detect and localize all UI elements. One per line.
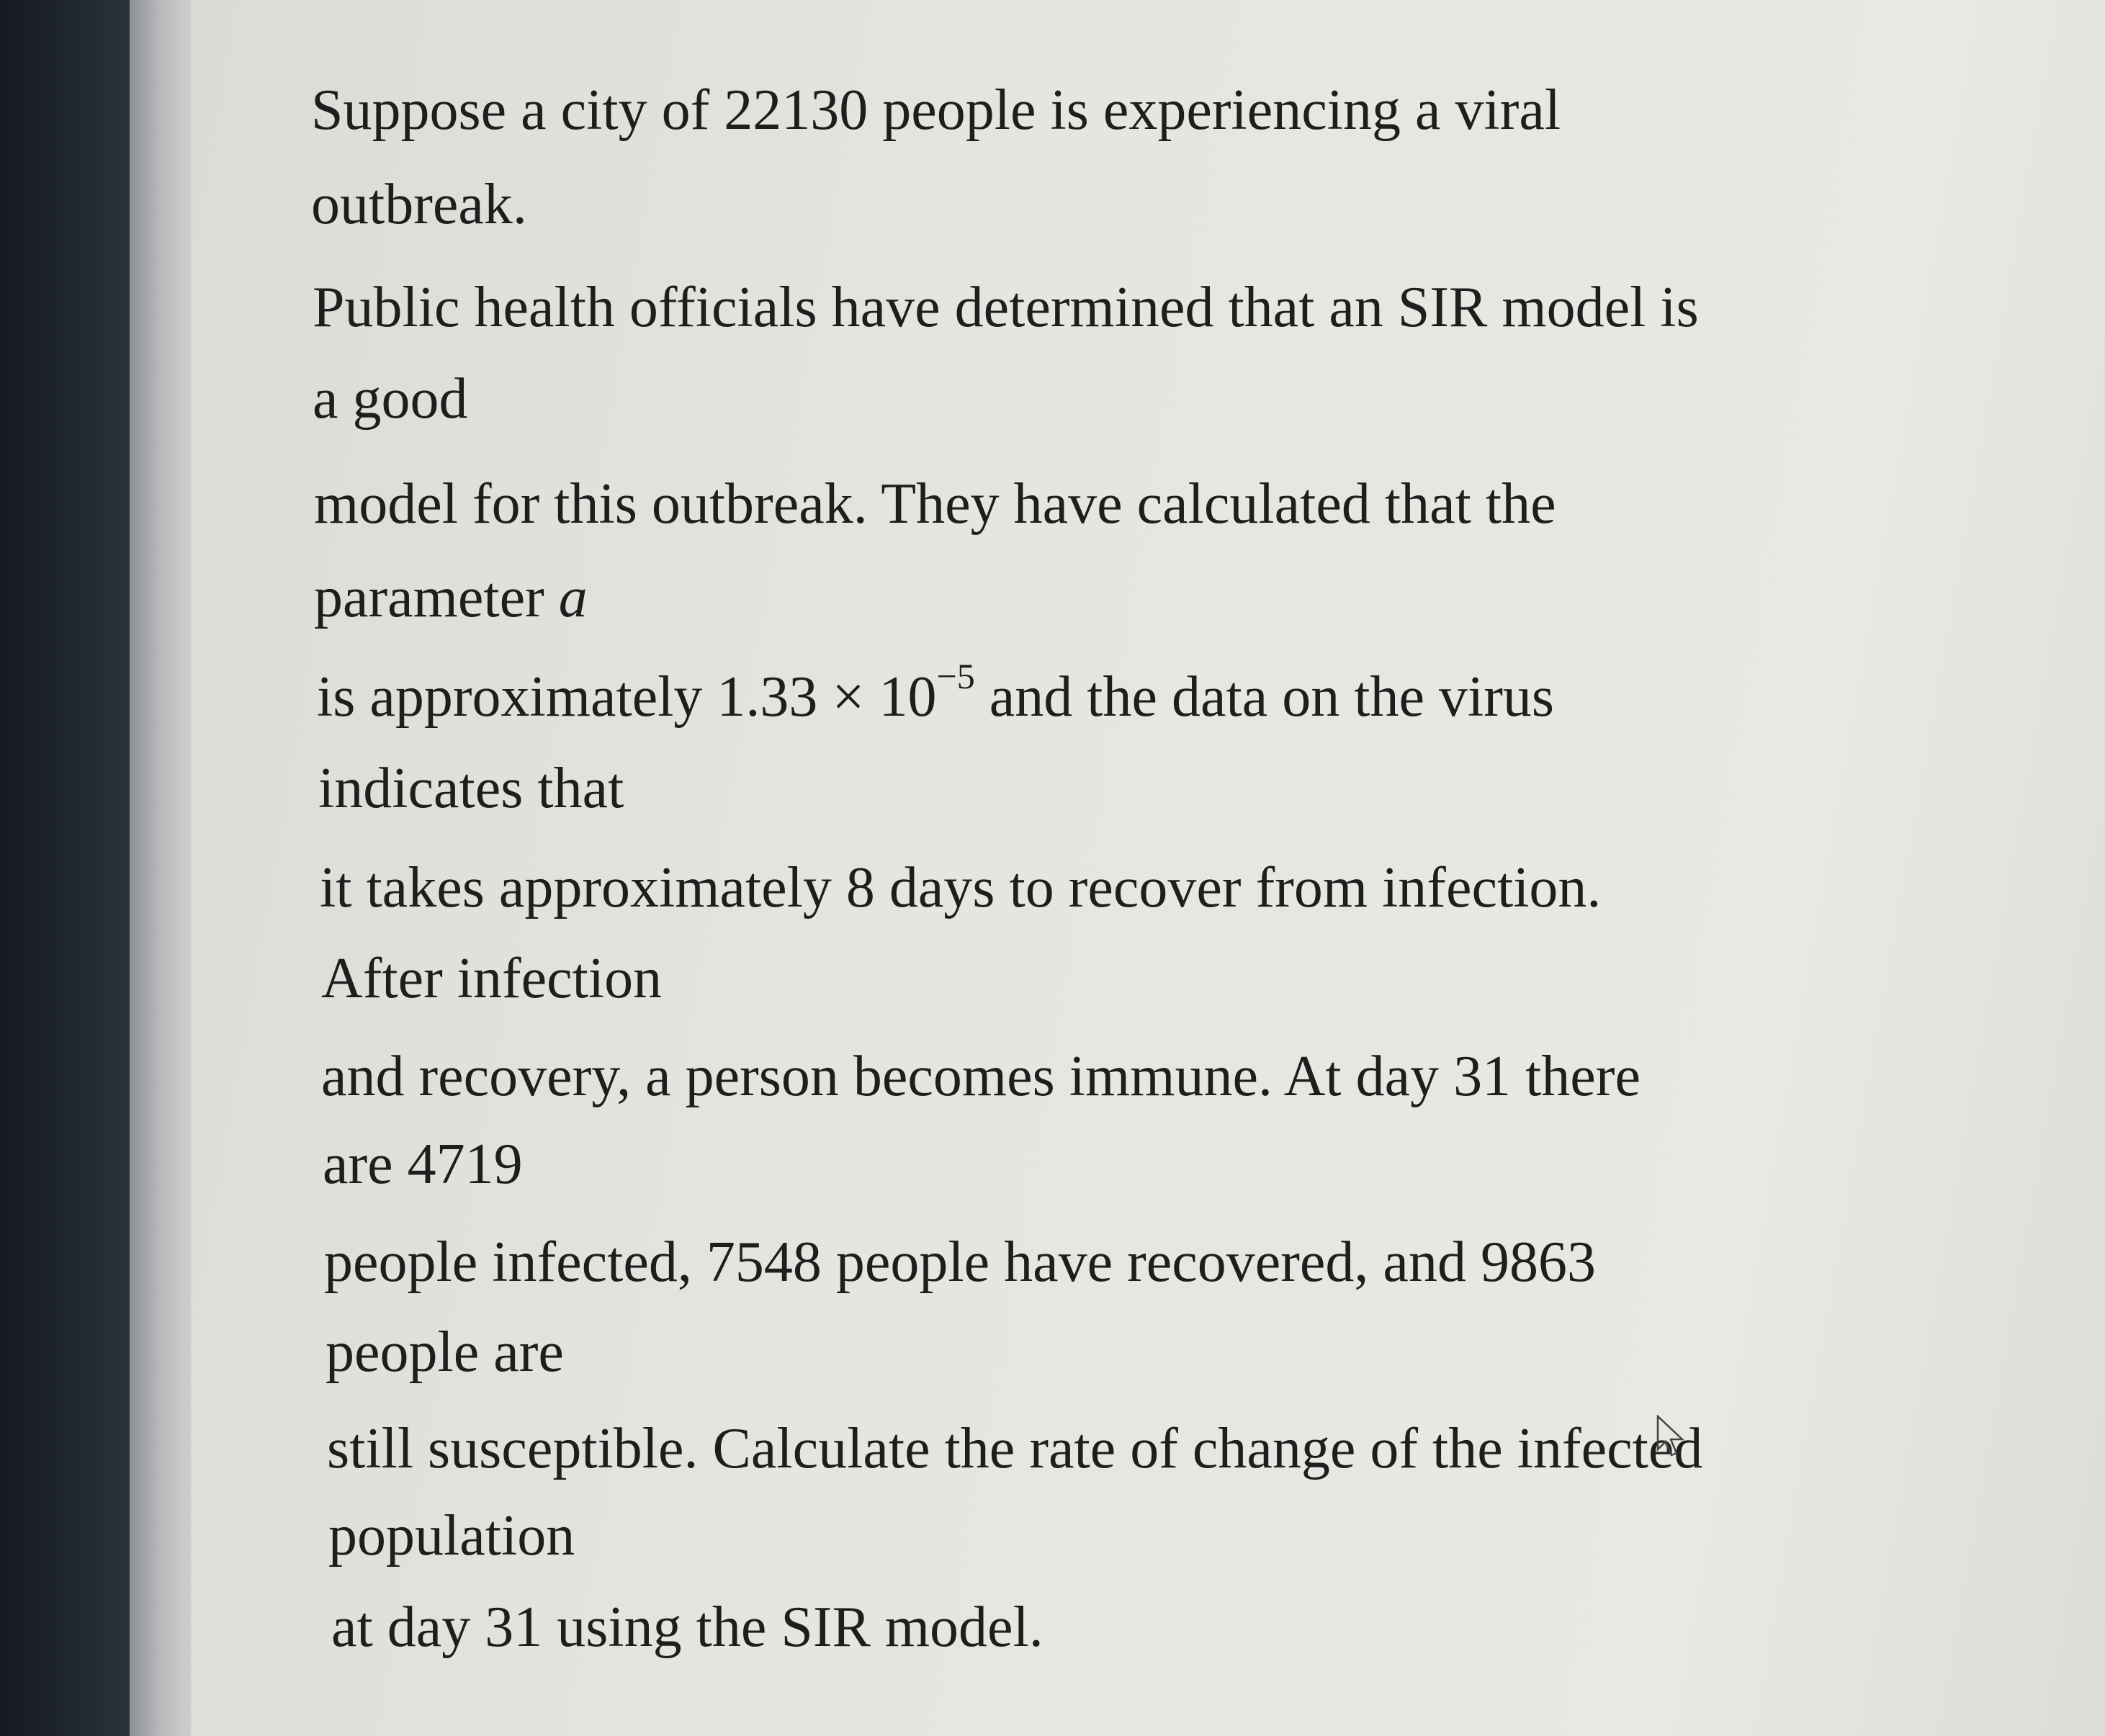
problem-line: model for this outbreak. They have calculated that the [314,472,1556,536]
problem-line: Public health officials have determined that an SIR model is [313,276,1699,339]
problem-line: a good [313,367,468,431]
problem-line: people are [326,1321,564,1384]
exponent: −5 [936,656,975,696]
problem-line: at day 31 using the SIR model. [331,1596,1043,1659]
line-text: and the data on the virus [974,665,1554,729]
problem-line: it takes approximately 8 days to recover from infection. [320,856,1602,919]
problem-line: After infection [321,947,663,1010]
problem-line [317,656,1554,729]
line-text: is approximately 1.33 × 10 [317,665,937,729]
problem-line: indicates that [318,757,624,820]
problem-line: outbreak. [311,173,527,236]
monitor-edge [0,0,130,1736]
mouse-cursor-icon [1656,1415,1685,1458]
problem-line: population [328,1504,575,1568]
problem-line: still susceptible. Calculate the rate of change of the infected [327,1417,1703,1480]
problem-line [314,566,588,629]
parameter-symbol: a [558,566,588,629]
problem-line: are 4719 [323,1133,523,1196]
line-text: parameter [314,566,559,629]
problem-line: Suppose a city of 22130 people is experiencing a viral [311,78,1561,142]
problem-line: people infected, 7548 people have recovered, and 9863 [324,1231,1596,1294]
monitor-bezel [130,0,191,1736]
problem-line: and recovery, a person becomes immune. At day 31 there [321,1045,1641,1108]
